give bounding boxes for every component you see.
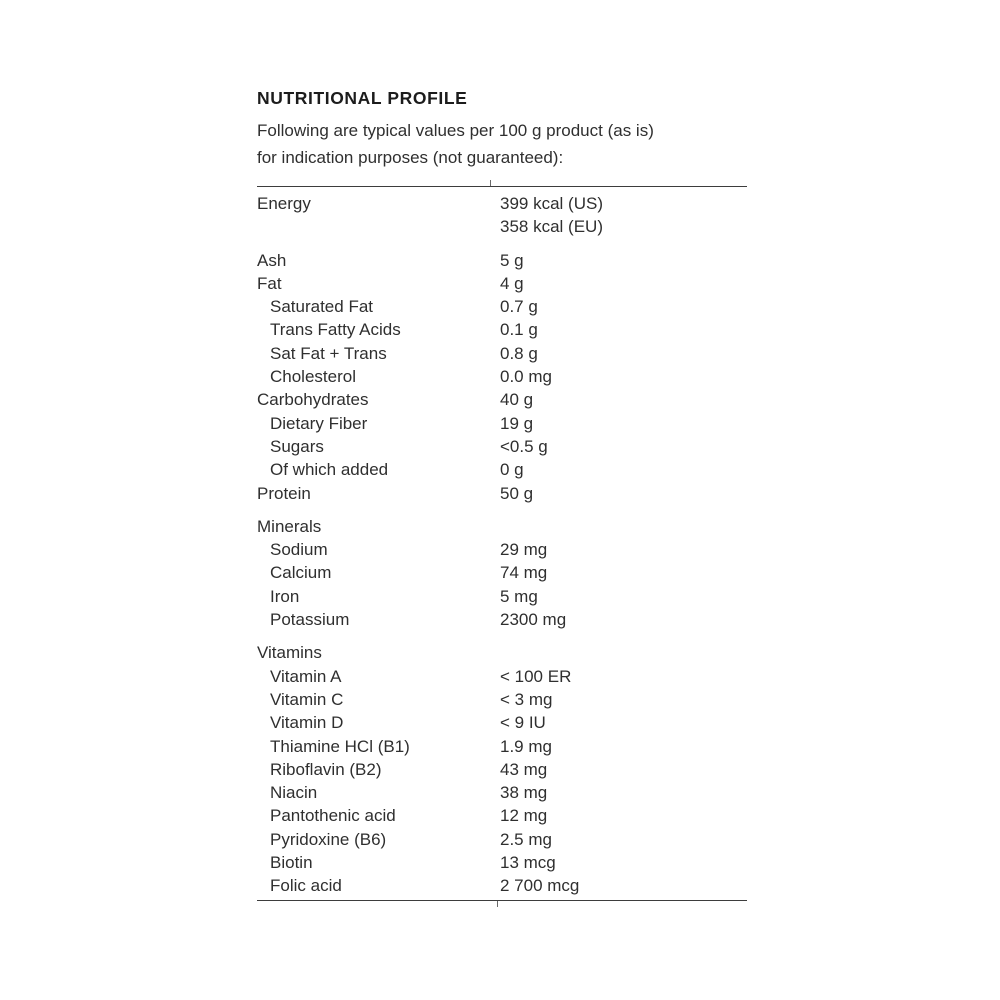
nutrient-label: Calcium [270, 563, 332, 583]
nutrient-row [257, 585, 747, 608]
nutrient-row [257, 828, 747, 851]
column-tick-bottom [497, 901, 498, 907]
nutrient-label: Niacin [270, 783, 318, 803]
nutrient-label: Vitamin C [270, 689, 344, 709]
nutrient-row [257, 388, 747, 411]
nutrient-label: Energy [257, 194, 311, 213]
nutrient-row [257, 874, 747, 897]
nutrient-row [257, 215, 747, 238]
nutrient-value: 0.8 g [500, 343, 538, 363]
nutrient-value: 19 g [500, 413, 534, 433]
nutrient-label: Minerals [257, 516, 322, 536]
nutrient-value: < 100 ER [500, 666, 572, 686]
nutrient-value: 38 mg [500, 783, 548, 803]
nutrient-row [257, 318, 747, 341]
nutrient-label: Saturated Fat [270, 297, 374, 317]
nutrient-row [257, 192, 747, 215]
intro-line-2: for indication purposes (not guaranteed): [257, 148, 564, 167]
nutrient-row [257, 641, 747, 664]
nutrient-group [257, 192, 747, 239]
nutrient-row [257, 608, 747, 631]
nutrient-row [257, 249, 747, 272]
nutrient-row [257, 272, 747, 295]
nutrient-row [257, 665, 747, 688]
nutrient-group [257, 641, 747, 897]
nutrition-table [257, 186, 747, 901]
nutrient-value: 0 g [500, 460, 524, 480]
nutrient-value: 358 kcal (EU) [500, 217, 603, 237]
nutrient-label [257, 215, 500, 238]
nutrient-row [257, 735, 747, 758]
nutrient-row [257, 458, 747, 481]
nutrient-group [257, 249, 747, 505]
nutrient-label: Vitamin D [270, 713, 344, 733]
nutrient-row [257, 435, 747, 458]
nutrient-label: Cholesterol [270, 367, 356, 387]
nutrient-value: 5 mg [500, 586, 538, 606]
nutrient-label: Folic acid [270, 876, 342, 896]
nutrient-label: Ash [257, 250, 287, 270]
nutrient-label: Carbohydrates [257, 390, 369, 410]
nutrient-value: 50 g [500, 483, 534, 503]
column-tick-top [490, 180, 491, 186]
table-body [257, 192, 747, 898]
nutrient-label: Fat [257, 273, 282, 293]
nutrient-label: Trans Fatty Acids [270, 320, 401, 340]
nutrient-value: 1.9 mg [500, 736, 552, 756]
nutrient-value: 29 mg [500, 540, 548, 560]
nutrient-label: Sodium [270, 540, 328, 560]
nutrient-row [257, 515, 747, 538]
nutrient-row [257, 482, 747, 505]
nutrient-row [257, 538, 747, 561]
nutrient-value: 12 mg [500, 806, 548, 826]
nutrient-row [257, 561, 747, 584]
nutrient-group [257, 515, 747, 631]
nutrient-row [257, 758, 747, 781]
nutrient-label: Vitamins [257, 643, 322, 663]
nutrient-row [257, 412, 747, 435]
nutrient-label: Pyridoxine (B6) [270, 829, 387, 849]
nutrient-value [500, 515, 747, 538]
nutrient-value: 13 mcg [500, 853, 556, 873]
nutrient-value: < 3 mg [500, 689, 553, 709]
nutrient-label: Pantothenic acid [270, 806, 396, 826]
nutrient-value: 0.0 mg [500, 367, 552, 387]
nutrient-label: Iron [270, 586, 300, 606]
page-title: NUTRITIONAL PROFILE [257, 88, 468, 108]
nutrient-value: 399 kcal (US) [500, 194, 603, 213]
nutrient-value [500, 641, 747, 664]
nutrient-row [257, 365, 747, 388]
nutrient-value: 74 mg [500, 563, 548, 583]
nutrient-label: Vitamin A [270, 666, 342, 686]
nutrient-row [257, 295, 747, 318]
nutrient-label: Dietary Fiber [270, 413, 368, 433]
nutrient-row [257, 342, 747, 365]
nutrient-value: <0.5 g [500, 436, 548, 456]
nutrient-value: 40 g [500, 390, 534, 410]
nutrient-value: 43 mg [500, 759, 548, 779]
nutrient-label: Riboflavin (B2) [270, 759, 382, 779]
nutrient-row [257, 781, 747, 804]
nutrient-label: Sat Fat + Trans [270, 343, 387, 363]
nutrient-value: 4 g [500, 273, 524, 293]
nutrient-label: Thiamine HCl (B1) [270, 736, 410, 756]
nutrient-row [257, 711, 747, 734]
nutrient-value: 0.1 g [500, 320, 538, 340]
nutrient-value: 2 700 mcg [500, 876, 580, 896]
intro-line-1: Following are typical values per 100 g product (as is) [257, 121, 654, 140]
nutrient-value: 0.7 g [500, 297, 538, 317]
nutrient-row [257, 688, 747, 711]
nutrient-label: Of which added [270, 460, 389, 480]
nutrient-value: 2.5 mg [500, 829, 552, 849]
nutrient-label: Potassium [270, 610, 350, 630]
intro-text [257, 117, 747, 171]
nutrient-row [257, 804, 747, 827]
nutrient-label: Protein [257, 483, 311, 503]
nutrient-label: Biotin [270, 853, 313, 873]
nutrition-document [257, 88, 747, 901]
nutrient-value: 2300 mg [500, 610, 567, 630]
nutrient-value: 5 g [500, 250, 524, 270]
nutrient-label: Sugars [270, 436, 324, 456]
nutrient-row [257, 851, 747, 874]
nutrient-value: < 9 IU [500, 713, 546, 733]
